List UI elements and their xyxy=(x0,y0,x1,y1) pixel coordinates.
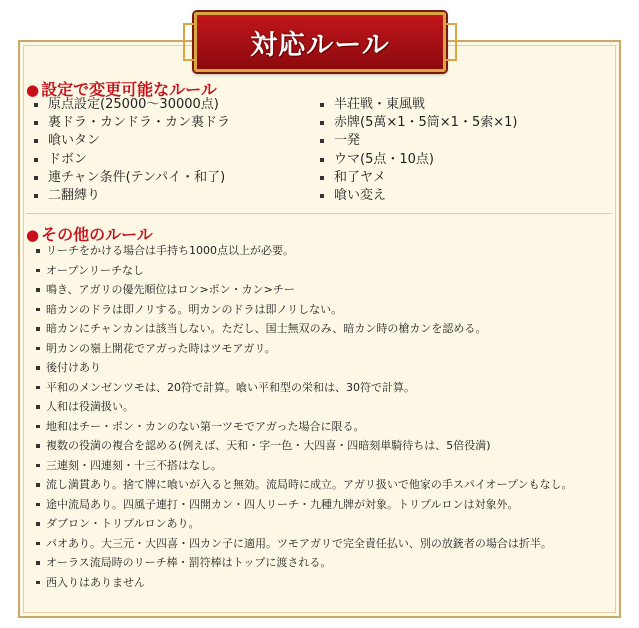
list-item: 半荘戦・東風戦 xyxy=(318,96,517,114)
configurable-rules-right xyxy=(318,96,517,205)
title-banner xyxy=(194,12,446,72)
other-rules-list xyxy=(26,241,606,592)
list-item: 連チャン条件(テンパイ・和了) xyxy=(32,169,230,187)
list-item: 明カンの嶺上開花でアガった時はツモアガリ。 xyxy=(26,339,606,359)
list-item: ダブロン・トリプルロンあり。 xyxy=(26,514,606,534)
list-item: 三連刻・四連刻・十三不搭はなし。 xyxy=(26,456,606,476)
list-item: 暗カンにチャンカンは該当しない。ただし、国士無双のみ、暗カン時の槍カンを認める。 xyxy=(26,319,606,339)
list-item: 二翻縛り xyxy=(32,187,230,205)
list-item: リーチをかける場合は手持ち1000点以上が必要。 xyxy=(26,241,606,261)
list-item: 複数の役満の複合を認める(例えば、天和・字一色・大四喜・四暗刻単騎待ちは、5倍役満) xyxy=(26,436,606,456)
page-title: 対応ルール xyxy=(250,29,390,61)
list-item: 後付けあり xyxy=(26,358,606,378)
section-divider xyxy=(26,213,612,214)
list-item: ウマ(5点・10点) xyxy=(318,151,517,169)
list-item: 喰い変え xyxy=(318,187,517,205)
bullet-dot-icon: ● xyxy=(26,226,40,244)
list-item: オープンリーチなし xyxy=(26,261,606,281)
list-item: 地和はチー・ポン・カンのない第一ツモでアガった場合に限る。 xyxy=(26,417,606,437)
list-item: オーラス流局時のリーチ棒・罰符棒はトップに渡される。 xyxy=(26,553,606,573)
list-item: 和了ヤメ xyxy=(318,169,517,187)
list-item: 赤牌(5萬×1・5筒×1・5索×1) xyxy=(318,114,517,132)
list-item: 平和のメンゼンツモは、20符で計算。喰い平和型の栄和は、30符で計算。 xyxy=(26,378,606,398)
list-item: 流し満貫あり。捨て牌に喰いが入ると無効。流局時に成立。アガリ扱いで他家の手スパイオープンもなし。 xyxy=(26,475,606,495)
section-heading-text: その他のルール xyxy=(41,225,153,244)
section-heading-text: 設定で変更可能なルール xyxy=(41,80,217,99)
list-item: 喰いタン xyxy=(32,132,230,150)
list-item: パオあり。大三元・大四喜・四カン子に適用。ツモアガリで完全責任払い、別の放銃者の場合は折半。 xyxy=(26,534,606,554)
list-item: 人和は役満扱い。 xyxy=(26,397,606,417)
list-item: 裏ドラ・カンドラ・カン裏ドラ xyxy=(32,114,230,132)
list-item: 一発 xyxy=(318,132,517,150)
list-item: 西入りはありません xyxy=(26,573,606,593)
list-item: 原点設定(25000〜30000点) xyxy=(32,96,230,114)
list-item: ドボン xyxy=(32,151,230,169)
list-item: 暗カンのドラは即ノリする。明カンのドラは即ノリしない。 xyxy=(26,300,606,320)
list-item: 途中流局あり。四風子連打・四開カン・四人リーチ・九種九牌が対象。トリプルロンは対象外。 xyxy=(26,495,606,515)
list-item: 鳴き、アガリの優先順位はロン>ポン・カン>チー xyxy=(26,280,606,300)
configurable-rules-left xyxy=(32,96,230,205)
bullet-dot-icon: ● xyxy=(26,81,40,99)
